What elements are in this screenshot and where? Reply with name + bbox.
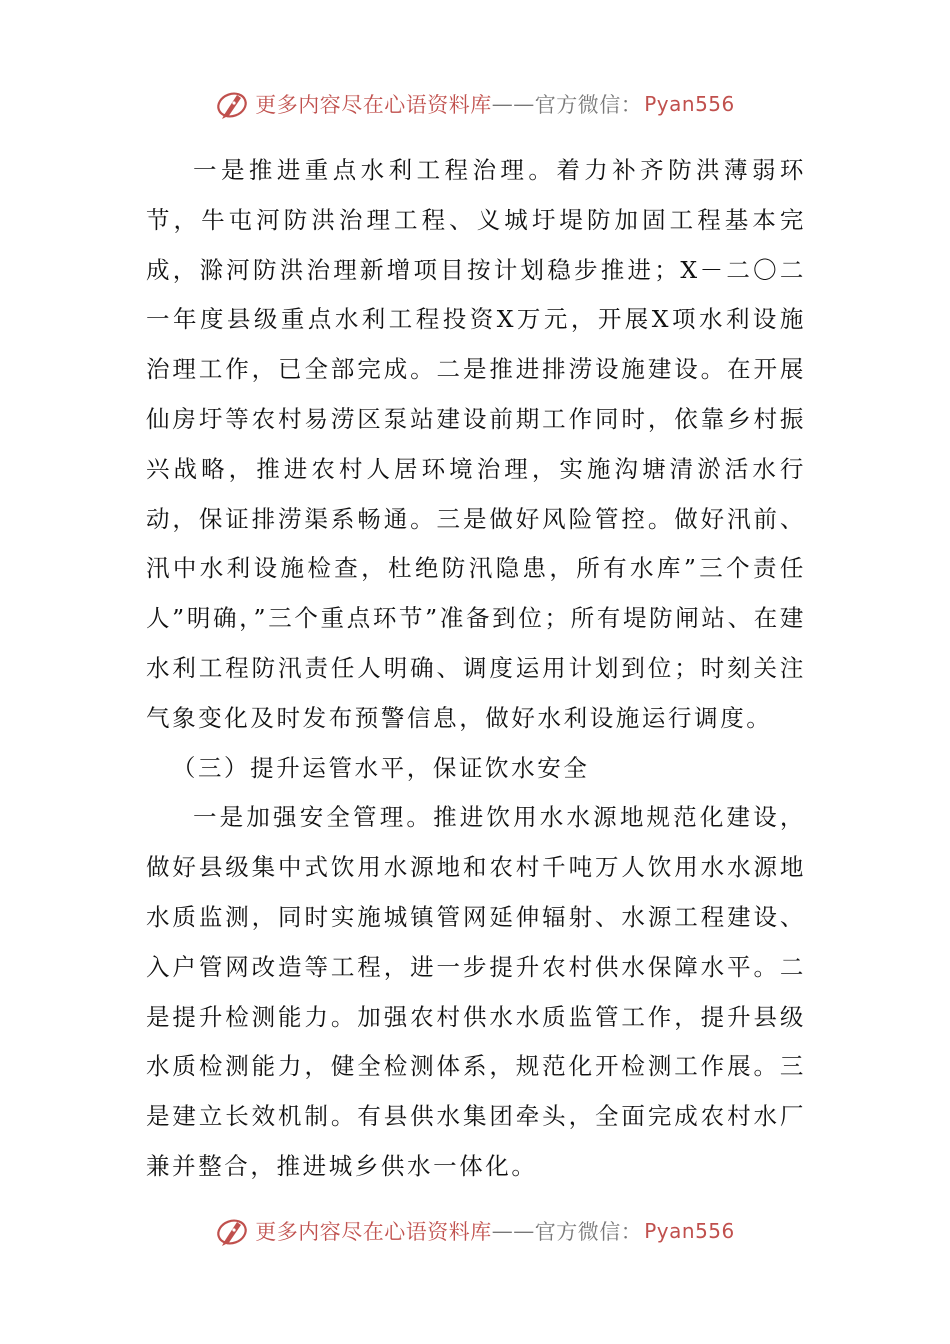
document-body — [146, 146, 806, 1192]
watermark-wechat-id: Pyan556 — [644, 1219, 735, 1243]
section-heading-three: （三）提升运管水平，保证饮水安全 — [171, 753, 590, 782]
pen-nib-logo-icon — [215, 1214, 249, 1248]
watermark-official-label: 官方微信： — [534, 93, 643, 117]
watermark-dash: —— — [491, 1219, 535, 1243]
paragraph-drinking-water: 一是加强安全管理。推进饮用水水源地规范化建设，做好县级集中式饮用水源地和农村千吨万人饮用水水源地水质监测，同时实施城镇管网延伸辐射、水源工程建设、入户管网改造等工程，进一步提升农村供水保障水平。二是提升检测能力。加强农村供水水质监管工作，提升县级水质检测能力，健全检测体系，规范化开检测工作展。三是建立长效机制。有县供水集团牵头，全面完成农村水厂兼并整合，推进城乡供水一体化。 — [146, 803, 806, 1180]
pen-nib-logo-icon — [215, 87, 249, 121]
watermark-wechat-id: Pyan556 — [644, 92, 735, 116]
watermark-dash: —— — [491, 92, 535, 116]
header-watermark — [0, 84, 950, 124]
watermark-site-text: 更多内容尽在心语资料库 — [255, 1220, 492, 1244]
paragraph-water-conservancy: 一是推进重点水利工程治理。着力补齐防洪薄弱环节，牛屯河防洪治理工程、义城圩堤防加固工程基本完成，滁河防洪治理新增项目按计划稳步推进；X－二〇二一年度县级重点水利工程投资X万元，开展X项水利设施治理工作，已全部完成。二是推进排涝设施建设。在开展仙房圩等农村易涝区泵站建设前期工作同时，依靠乡村振兴战略，推进农村人居环境治理，实施沟塘清淤活水行动，保证排涝渠系畅通。三是做好风险管控。做好汛前、汛中水利设施检查，杜绝防汛隐患，所有水库”三个责任人”明确，”三个重点环节”准备到位；所有堤防闸站、在建水利工程防汛责任人明确、调度运用计划到位；时刻关注气象变化及时发布预警信息，做好水利设施运行调度。 — [146, 156, 806, 732]
watermark-official-label: 官方微信： — [534, 1220, 643, 1244]
watermark-site-text: 更多内容尽在心语资料库 — [255, 93, 492, 117]
footer-watermark — [0, 1211, 950, 1251]
